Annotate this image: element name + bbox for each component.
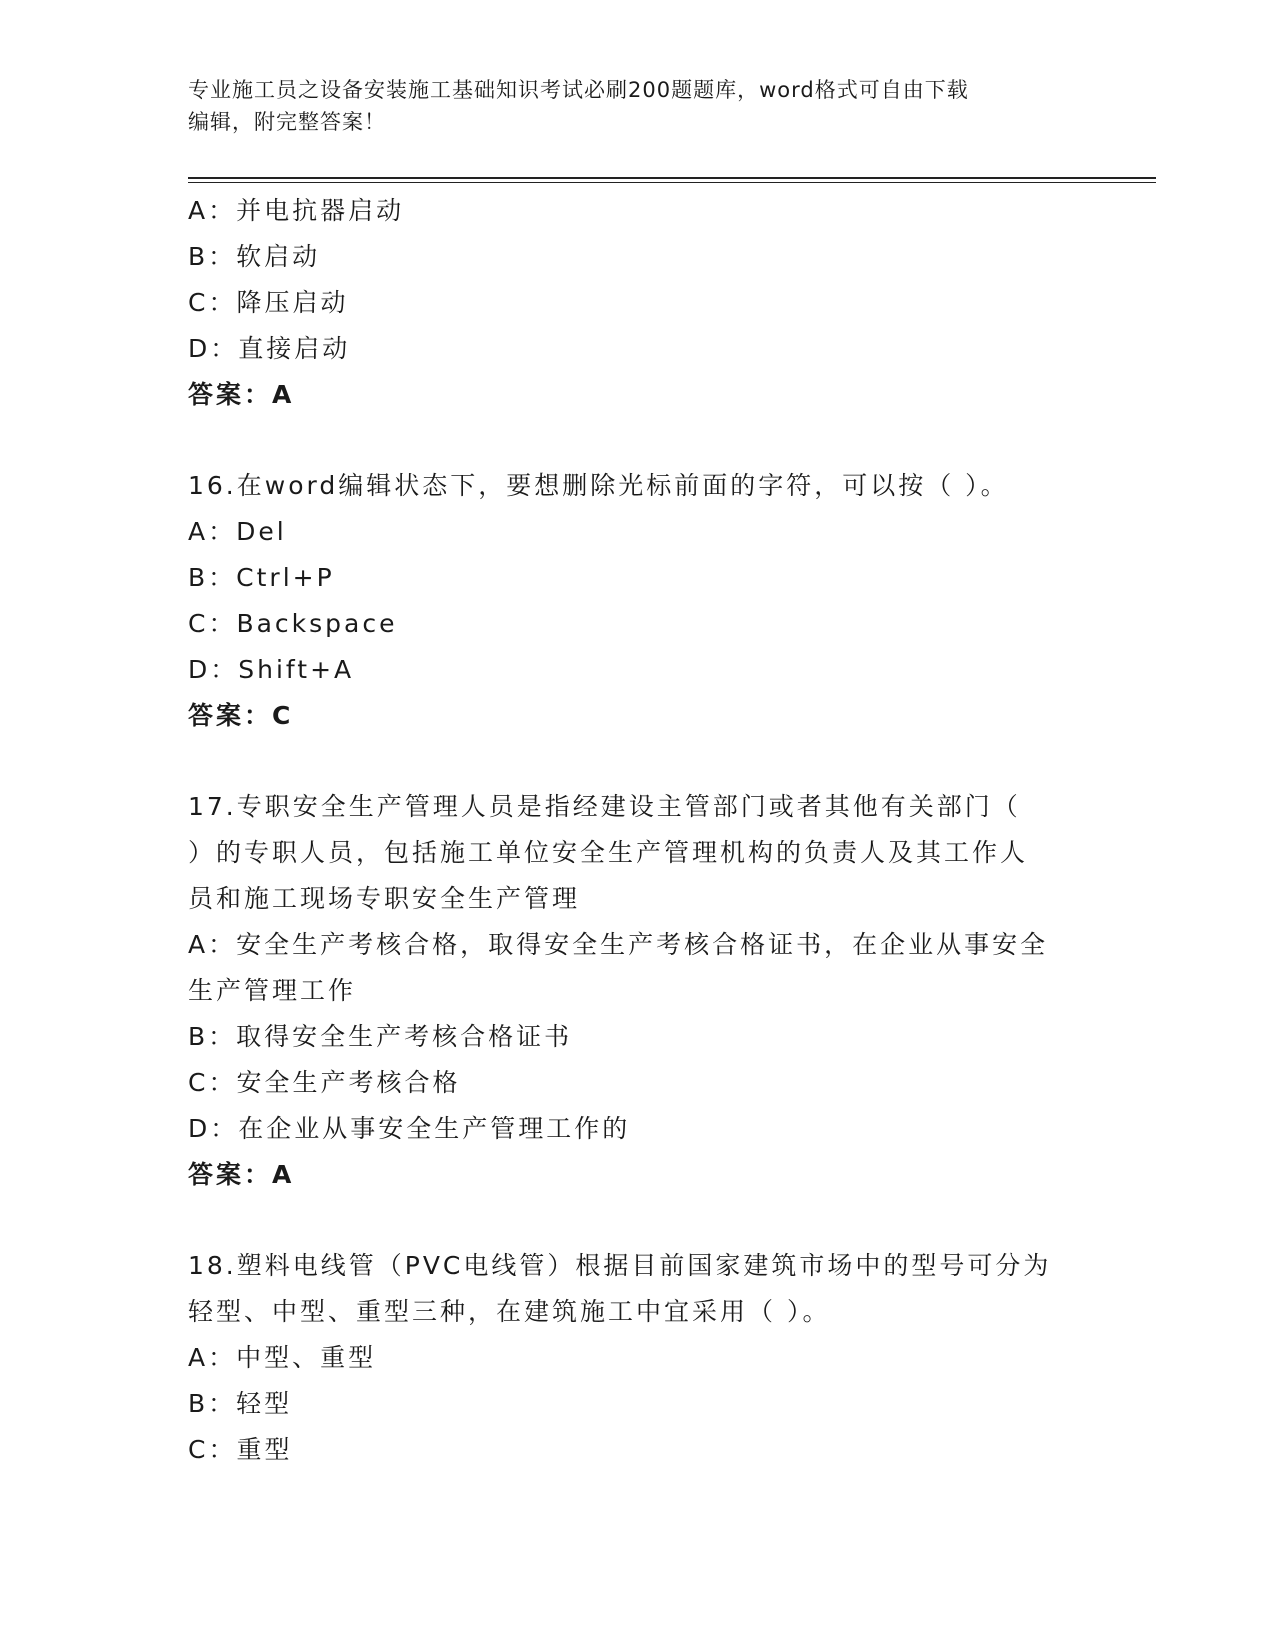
header-title-line-2: 编辑，附完整答案！: [188, 110, 386, 134]
answer: 答案：C: [188, 701, 294, 730]
question-15: [188, 188, 1088, 418]
option-a-line-2: 生产管理工作: [188, 976, 357, 1005]
header-divider-thick: [188, 177, 1156, 179]
question-18: [188, 1243, 1088, 1473]
page-header: [188, 74, 1088, 138]
spacer: [188, 418, 1088, 463]
question-16: [188, 463, 1088, 739]
option-d: D：直接启动: [188, 334, 351, 363]
option-d: D：Shift+A: [188, 655, 355, 684]
option-b: B：软启动: [188, 242, 321, 271]
question-stem-line-2: ）的专职人员，包括施工单位安全生产管理机构的负责人及其工作人: [188, 838, 1029, 867]
option-a: A：Del: [188, 517, 287, 546]
question-list: [188, 188, 1088, 1473]
option-d: D：在企业从事安全生产管理工作的: [188, 1114, 631, 1143]
question-stem-line-2: 轻型、中型、重型三种，在建筑施工中宜采用（ ）。: [188, 1297, 831, 1326]
question-stem-line-1: 17.专职安全生产管理人员是指经建设主管部门或者其他有关部门（: [188, 792, 1021, 821]
question-17: [188, 784, 1088, 1198]
option-c: C：安全生产考核合格: [188, 1068, 461, 1097]
answer: 答案：A: [188, 380, 295, 409]
spacer: [188, 1198, 1088, 1243]
option-b: B：取得安全生产考核合格证书: [188, 1022, 573, 1051]
option-b: B：轻型: [188, 1389, 293, 1418]
option-a: A：并电抗器启动: [188, 196, 405, 225]
question-stem-line-1: 18.塑料电线管（PVC电线管）根据目前国家建筑市场中的型号可分为: [188, 1251, 1052, 1280]
answer: 答案：A: [188, 1160, 295, 1189]
question-stem-line-3: 员和施工现场专职安全生产管理: [188, 884, 581, 913]
option-c: C：重型: [188, 1435, 293, 1464]
spacer: [188, 739, 1088, 784]
option-c: C：Backspace: [188, 609, 398, 638]
option-a: A：中型、重型: [188, 1343, 377, 1372]
header-title-line-1: 专业施工员之设备安装施工基础知识考试必刷200题题库，word格式可自由下载: [188, 78, 969, 102]
option-a-line-1: A：安全生产考核合格，取得安全生产考核合格证书，在企业从事安全: [188, 930, 1049, 959]
option-c: C：降压启动: [188, 288, 349, 317]
option-b: B：Ctrl+P: [188, 563, 335, 592]
question-stem: 16.在word编辑状态下，要想删除光标前面的字符，可以按（ ）。: [188, 471, 1009, 500]
header-divider-thin: [188, 182, 1156, 183]
